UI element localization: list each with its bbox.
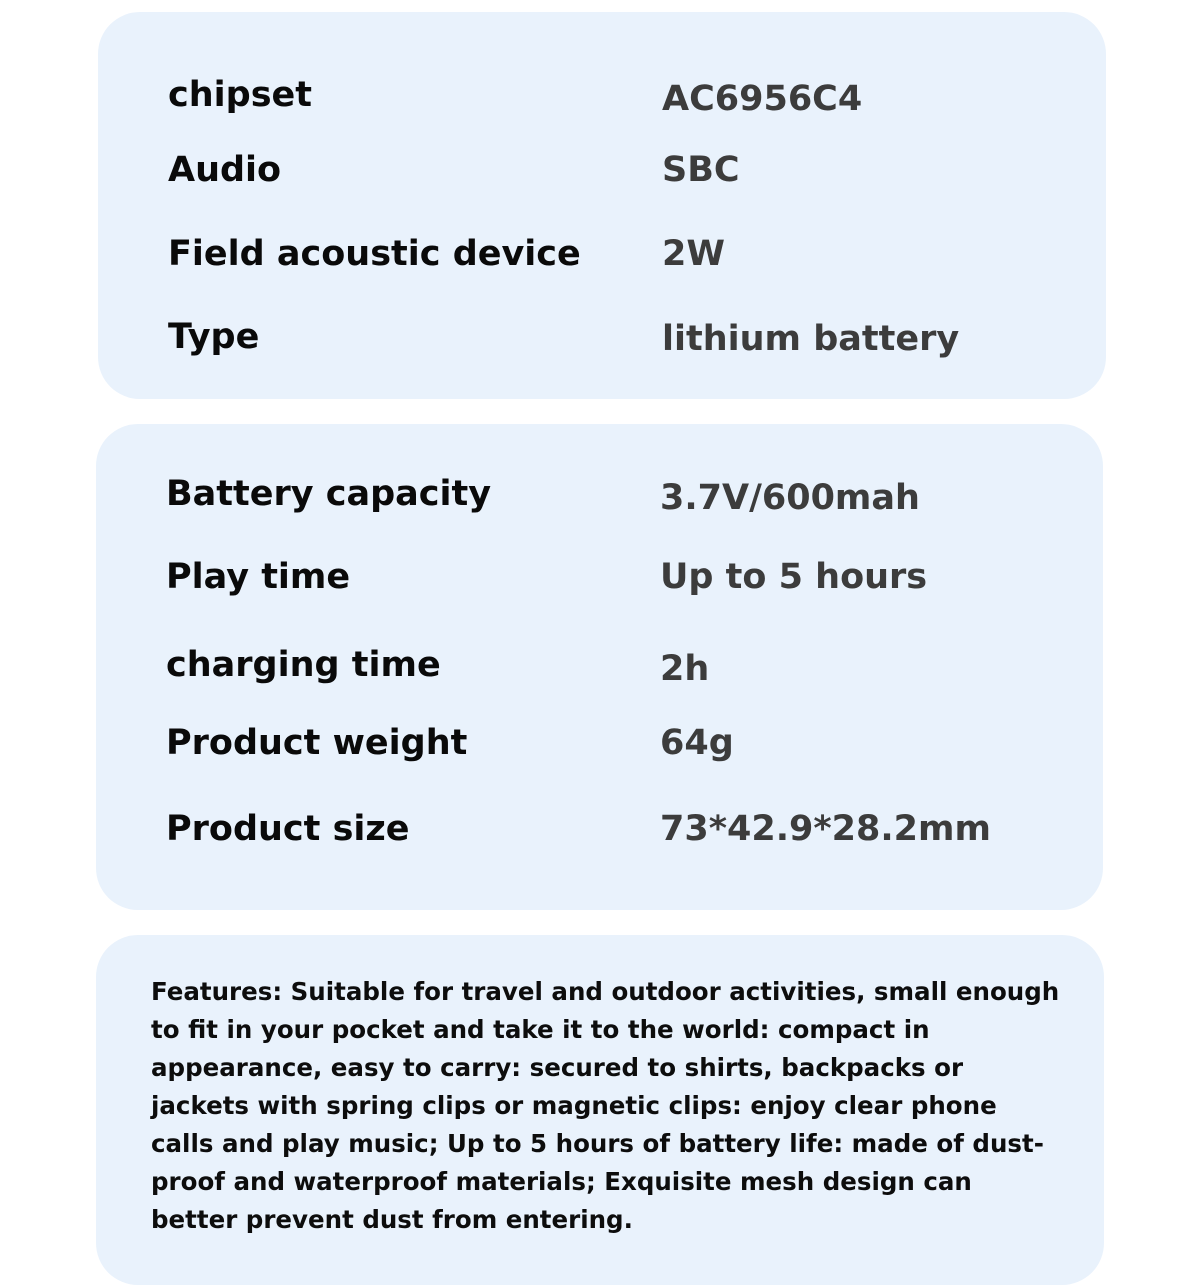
spec-value: Up to 5 hours (660, 557, 928, 597)
spec-row-type (98, 312, 1106, 362)
spec-value: 2h (660, 649, 710, 689)
spec-label: Type (168, 317, 260, 357)
spec-row-product-size (96, 804, 1103, 854)
spec-row-charging-time (96, 640, 1103, 690)
spec-row-chipset (98, 70, 1106, 120)
spec-card-primary (98, 12, 1106, 399)
spec-label: Product size (166, 809, 410, 849)
spec-label: Product weight (166, 723, 468, 763)
spec-label: Field acoustic device (168, 234, 581, 274)
spec-label: charging time (166, 645, 441, 685)
spec-label: Battery capacity (166, 474, 492, 514)
spec-row-audio (98, 145, 1106, 195)
features-card (96, 935, 1104, 1285)
spec-value: 73*42.9*28.2mm (660, 809, 991, 849)
spec-row-field-acoustic-device (98, 229, 1106, 279)
spec-value: SBC (662, 150, 740, 190)
spec-value: 2W (662, 234, 725, 274)
features-text: Features: Suitable for travel and outdoor activities, small enough to fit in your pocket and take it to the world: compact in appearance, easy to carry: secured to shirts, backpacks or jackets with spring clips or magnetic clips: enjoy clear phone calls and play music; Up to 5 hours of battery life: made of dust-proof and waterproof materials; Exquisite mesh design can better prevent dust from entering. (151, 977, 1060, 1234)
spec-row-battery-capacity (96, 469, 1103, 519)
spec-label: Play time (166, 557, 351, 597)
spec-value: AC6956C4 (662, 79, 863, 119)
spec-value: 3.7V/600mah (660, 478, 920, 518)
spec-row-product-weight (96, 718, 1103, 768)
spec-label: Audio (168, 150, 282, 190)
spec-row-play-time (96, 552, 1103, 602)
spec-card-secondary (96, 424, 1103, 910)
spec-value: lithium battery (662, 319, 960, 359)
spec-value: 64g (660, 723, 734, 763)
spec-label: chipset (168, 75, 313, 115)
